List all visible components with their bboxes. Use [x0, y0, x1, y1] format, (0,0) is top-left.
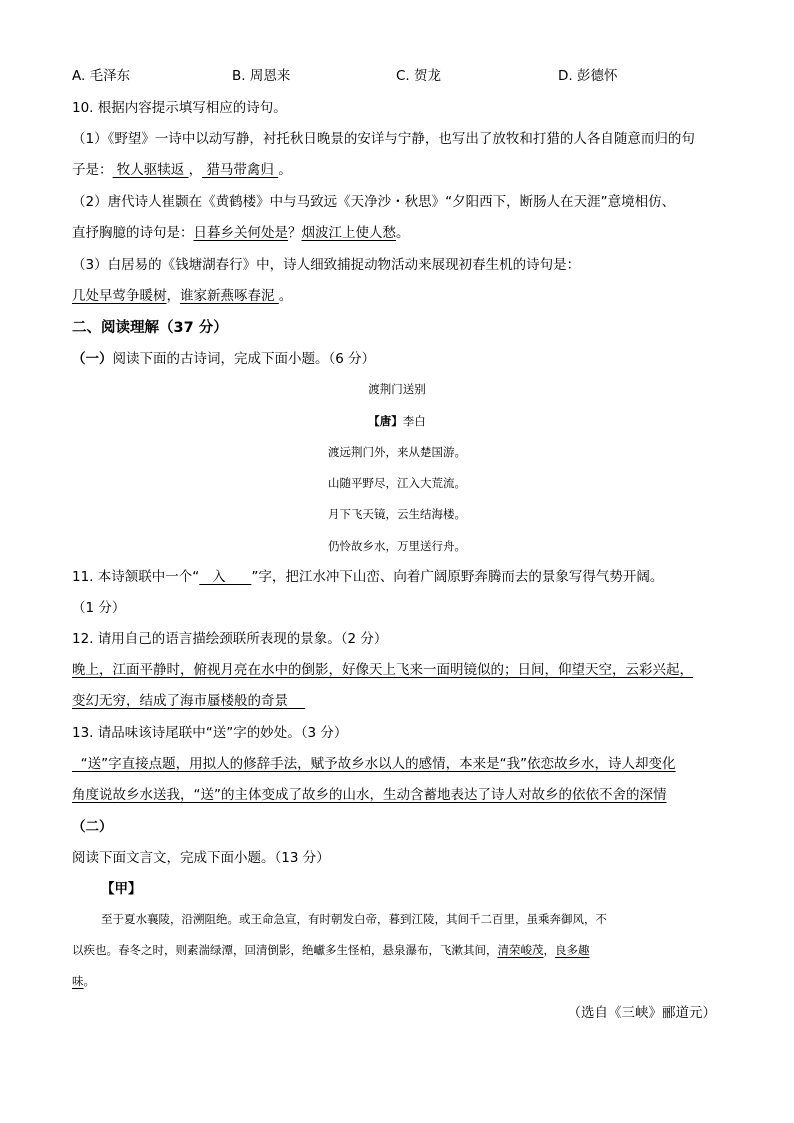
q10-part1-answer2: 猎马带禽归: [202, 162, 279, 178]
q10-part2-prefix: 直抒胸臆的诗句是：: [72, 225, 194, 241]
part1-label: （一）: [72, 351, 113, 367]
q10-part1-line2: [72, 160, 292, 180]
poem-line: 月下飞天镜，云生结海楼。: [328, 507, 466, 521]
part1-text: 阅读下面的古诗词，完成下面小题。（6 分）: [112, 351, 376, 367]
q10-part3-sep: ，: [166, 288, 180, 304]
q12-answer-line2: 变幻无穷，结成了海市蜃楼般的奇景: [72, 693, 306, 709]
poem-author-line: [0, 412, 794, 430]
poem-line: 渡远荆门外，来从楚国游。: [328, 445, 466, 459]
q10-part2-sep: ？: [288, 225, 302, 241]
poem-author-bracket: 【唐】: [368, 414, 403, 428]
option-d: D. 彭德怀: [558, 68, 618, 84]
option-c: C. 贺龙: [396, 68, 442, 84]
classical-underline1: 清荣峻茂: [497, 943, 544, 957]
q10-part2-line2: [72, 223, 410, 243]
q10-part2-answer2: 烟波江上使人愁: [301, 225, 396, 241]
part1-instruction: [72, 349, 375, 369]
q10-part1-prefix: 子是：: [72, 162, 113, 178]
jia-label: 【甲】: [101, 881, 142, 897]
q13-answer-line2: 角度说故乡水送我，“送”的主体变成了故乡的山水，生动含蓄地表达了诗人对故乡的依依不舍的深情: [72, 787, 667, 803]
poem-title: 渡荆门送别: [368, 382, 426, 396]
classical-source: （选自《三峡》郦道元）: [567, 1005, 716, 1021]
part2-instruction: 阅读下面文言文，完成下面小题。（13 分）: [72, 850, 330, 866]
classical-line2-sep: ，: [543, 943, 555, 957]
q12-stem: 12. 请用自己的语言描绘颈联所表现的景象。（2 分）: [72, 631, 388, 647]
poem-line: 仍怜故乡水，万里送行舟。: [328, 539, 466, 553]
classical-line2-pre: 以疾也。春冬之时，则素湍绿潭，回清倒影，绝巘多生怪柏，悬泉瀑布，飞漱其间，: [72, 943, 498, 957]
q10-part1-answer1: 牧人驱犊返: [112, 162, 189, 178]
poem-author: 李白: [402, 414, 426, 428]
q11-answer: 入: [199, 569, 252, 585]
classical-line2: [72, 941, 590, 959]
q10-stem: 10. 根据内容提示填写相应的诗句。: [72, 100, 287, 116]
q11-points: （1 分）: [72, 600, 126, 616]
classical-line1: 至于夏水襄陵，沿溯阻绝。或王命急宣，有时朝发白帝，暮到江陵，其间千二百里，虽乘奔御风，不: [101, 912, 607, 926]
q11-stem: [72, 567, 663, 587]
part2-label: （二）: [72, 819, 113, 835]
q10-part2-answer1: 日暮乡关何处是: [193, 225, 288, 241]
q11-suffix: ”字，把江水冲下山峦、向着广阔原野奔腾而去的景象写得气势开阔。: [251, 569, 664, 585]
option-b: B. 周恩来: [232, 68, 291, 84]
classical-line3: [72, 972, 95, 990]
poem-line: 山随平野尽，江入大荒流。: [328, 476, 466, 490]
section2-heading: 二、阅读理解（37 分）: [72, 320, 228, 336]
q13-stem: 13. 请品味该诗尾联中“送”字的妙处。（3 分）: [72, 725, 348, 741]
q10-part3-answer1: 几处早莺争暖树: [72, 288, 167, 304]
q10-part2-line1: （2）唐代诗人崔颢在《黄鹤楼》中与马致远《天净沙・秋思》“夕阳西下，断肠人在天涯”意境相仿、: [72, 194, 676, 210]
q10-part1-sep: ，: [188, 162, 203, 178]
classical-underline3: 味: [72, 974, 84, 988]
q10-part3-line2: [72, 286, 292, 306]
q10-part3-end: 。: [278, 288, 293, 304]
q13-answer-line1: “送”字直接点题，用拟人的修辞手法，赋予故乡水以人的感情，本来是“我”依恋故乡水，诗人却变化: [72, 756, 676, 772]
classical-line3-end: 。: [83, 974, 95, 988]
q12-answer-line1: 晚上，江面平静时，俯视月亮在水中的倒影，好像天上飞来一面明镜似的；日间，仰望天空，云彩兴起，: [72, 662, 693, 678]
q10-part2-end: 。: [396, 225, 410, 241]
q10-part1-line1: （1）《野望》一诗中以动写静，衬托秋日晚景的安详与宁静，也写出了放牧和打猎的人各自随意而归的句: [72, 131, 695, 147]
q10-part1-end: 。: [278, 162, 292, 178]
q10-part3-line1: （3）白居易的《钱塘湖春行》中，诗人细致捕捉动物活动来展现初春生机的诗句是：: [72, 257, 581, 273]
option-a: A. 毛泽东: [72, 68, 131, 84]
classical-underline2: 良多趣: [555, 943, 590, 957]
q11-prefix: 11. 本诗颔联中一个“: [72, 569, 200, 585]
q10-part3-answer2: 谁家新燕啄春泥: [180, 288, 279, 304]
